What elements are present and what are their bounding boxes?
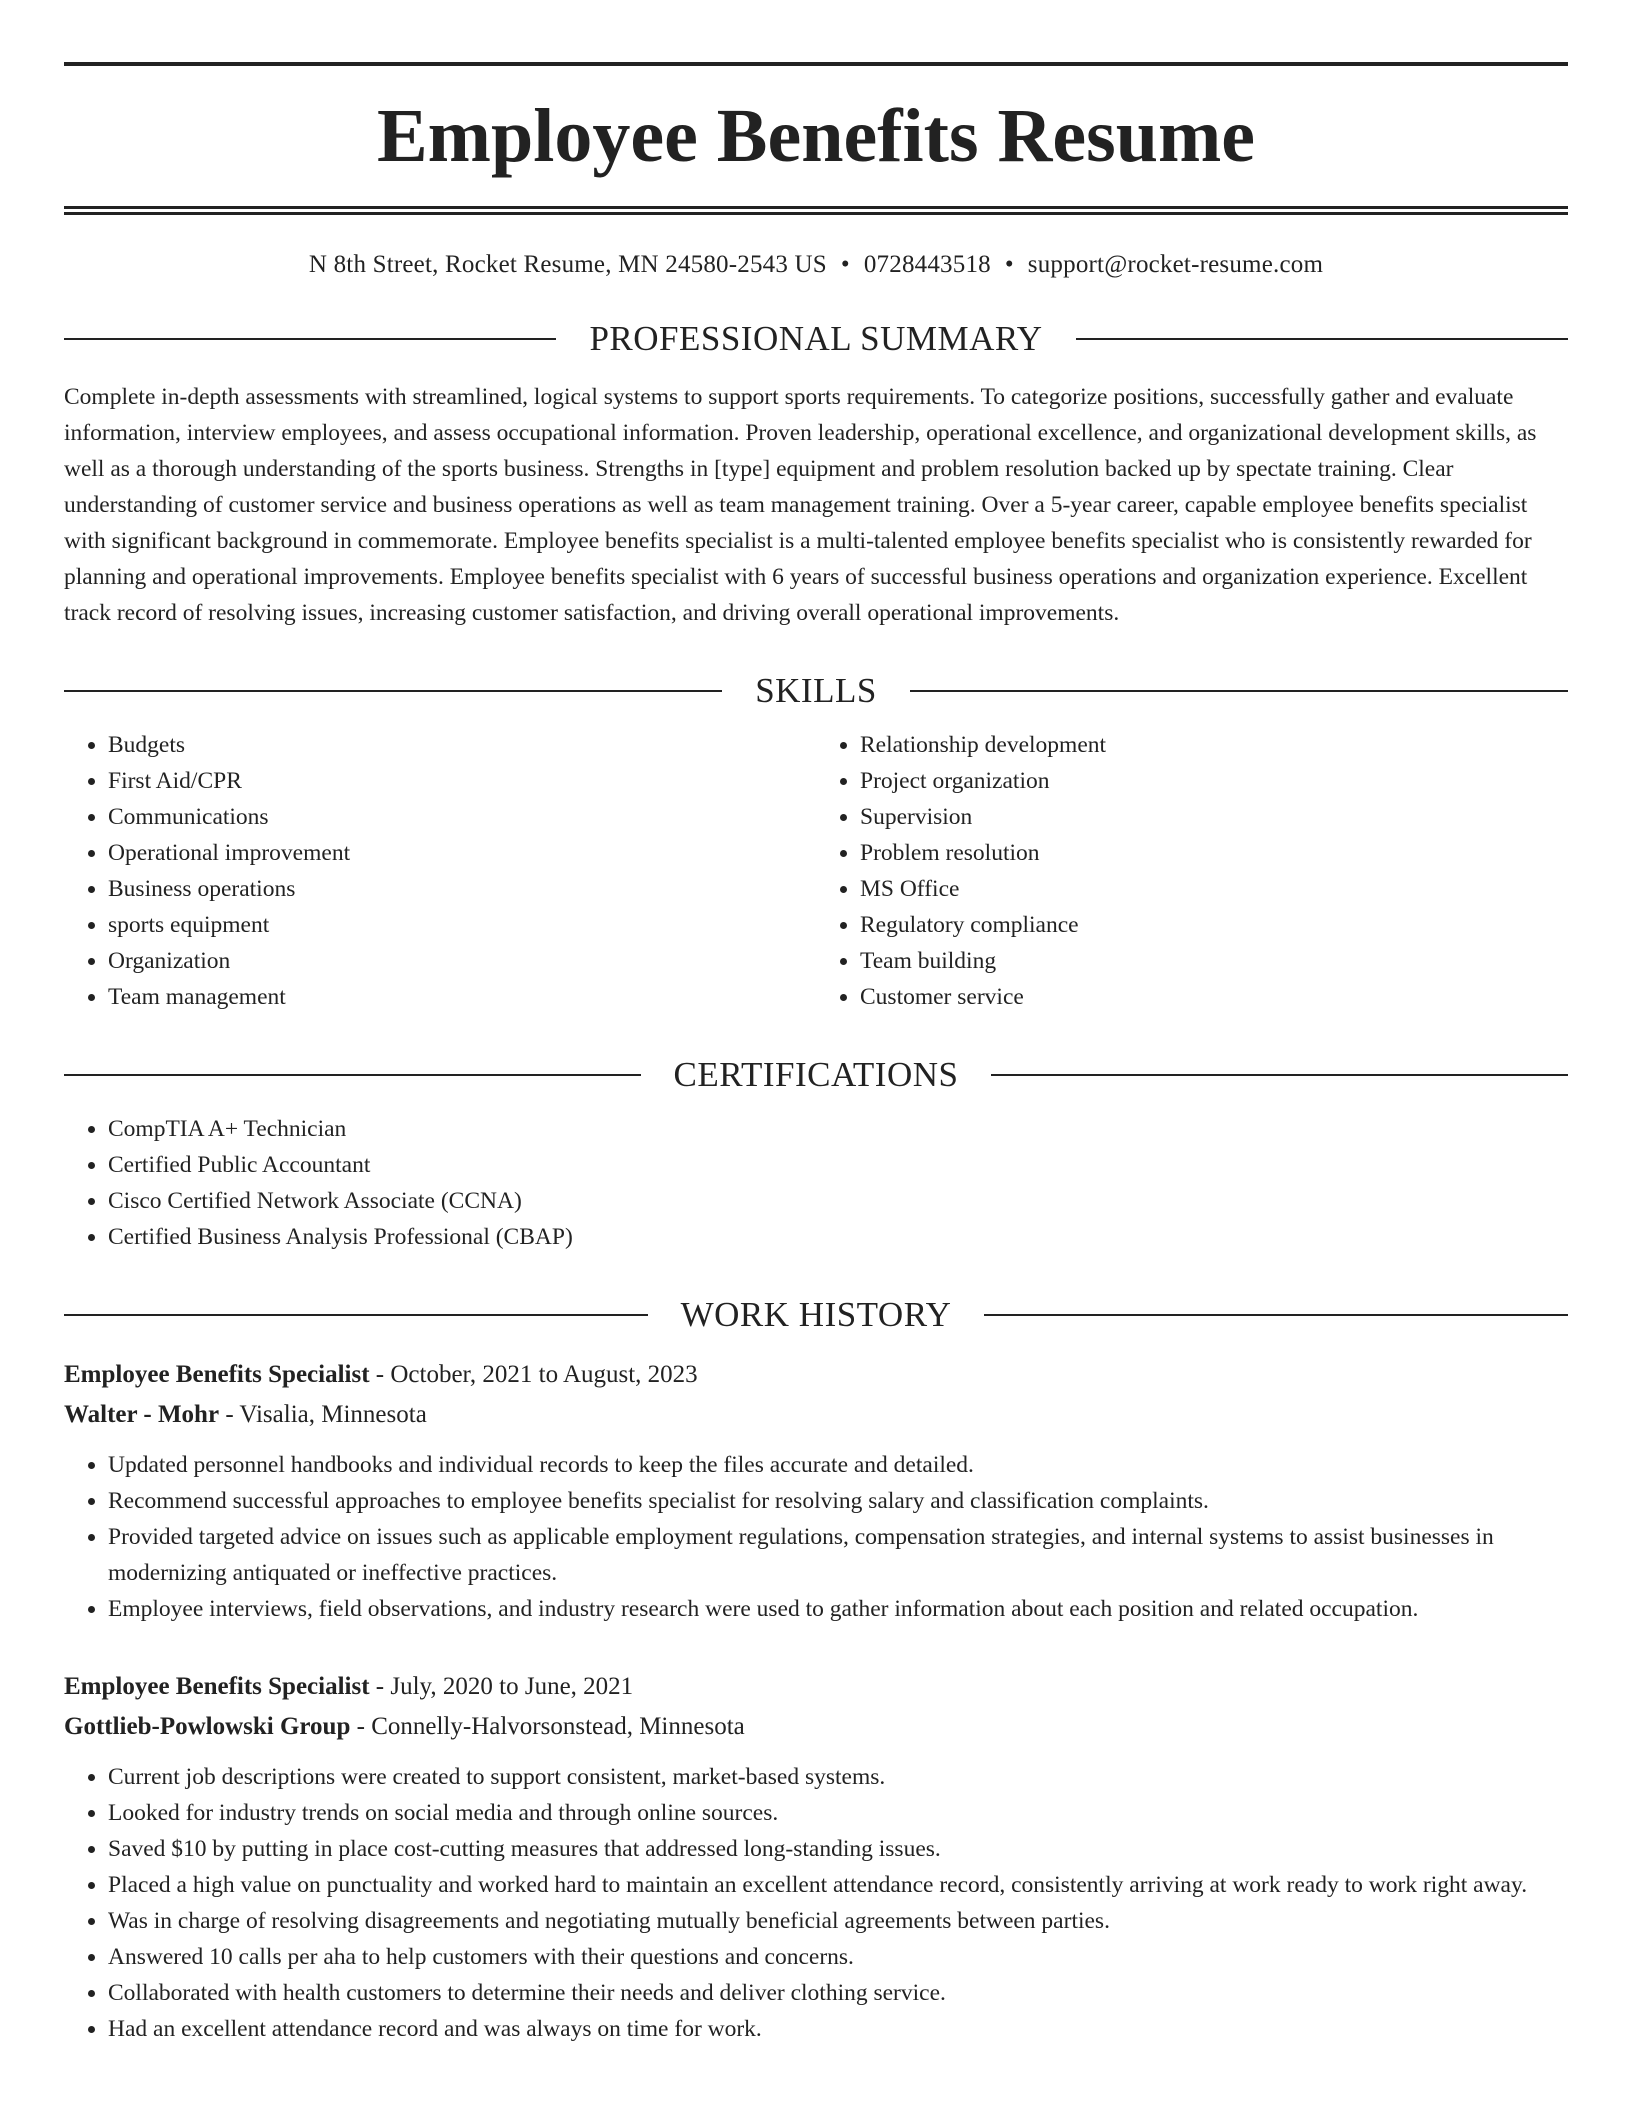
work-history-section-header <box>64 1295 1568 1335</box>
skill-item: • MS Office <box>860 871 1568 907</box>
job-bullets <box>64 1759 1568 2047</box>
skill-item: • Regulatory compliance <box>860 907 1568 943</box>
job-company-line <box>64 1707 1568 1747</box>
section-rule-right <box>984 1314 1568 1316</box>
job-bullet: • Employee interviews, field observations, and industry research were used to gather information about each position and related occupation. <box>108 1591 1568 1627</box>
job-location: - Connelly-Halvorsonstead, Minnesota <box>350 1713 745 1740</box>
job-company: Walter - Mohr <box>64 1401 220 1428</box>
skills-section-header <box>64 671 1568 711</box>
section-rule-left <box>64 1074 641 1076</box>
section-rule-right <box>910 690 1568 692</box>
section-rule-left <box>64 1314 648 1316</box>
job-bullet: • Placed a high value on punctuality and worked hard to maintain an excellent attendance record, consistently arriving at work ready to work right away. <box>108 1867 1568 1903</box>
job-bullet: • Provided targeted advice on issues such as applicable employment regulations, compensation strategies, and internal systems to assist businesses in modernizing antiquated or ineffective practices. <box>108 1519 1568 1591</box>
job-bullet: • Recommend successful approaches to employee benefits specialist for resolving salary and classification complaints. <box>108 1483 1568 1519</box>
skills-list-right <box>816 727 1568 1015</box>
section-rule-right <box>991 1074 1568 1076</box>
job-bullet: • Collaborated with health customers to determine their needs and deliver clothing service. <box>108 1975 1568 2011</box>
contact-email: support@rocket-resume.com <box>1027 251 1324 278</box>
section-rule-left <box>64 338 556 340</box>
skill-item: • Project organization <box>860 763 1568 799</box>
summary-heading: PROFESSIONAL SUMMARY <box>589 319 1043 358</box>
skills-grid <box>64 711 1568 1015</box>
skills-list-left <box>64 727 816 1015</box>
summary-section-header <box>64 319 1568 359</box>
job-dates: - October, 2021 to August, 2023 <box>369 1361 698 1388</box>
contact-line <box>64 251 1568 279</box>
certification-item: • CompTIA A+ Technician <box>108 1111 1568 1147</box>
job-bullet: • Updated personnel handbooks and individual records to keep the files accurate and detailed. <box>108 1447 1568 1483</box>
summary-text: Complete in-depth assessments with streamlined, logical systems to support sports requirements. To categorize positions, successfully gather and evaluate information, interview employees, and assess occupational information. Proven leadership, operational excellence, and organizational development skills, as well as a thorough understanding of the sports business. Strengths in [type] equipment and problem resolution backed up by spectate training. Clear understanding of customer service and business operations as well as team management training. Over a 5-year career, capable employee benefits specialist with significant background in commemorate. Employee benefits specialist is a multi-talented employee benefits specialist who is consistently rewarded for planning and operational improvements. Employee benefits specialist with 6 years of successful business operations and organization experience. Excellent track record of resolving issues, increasing customer satisfaction, and driving overall operational improvements. <box>64 384 1537 626</box>
job-title-line <box>64 1355 1568 1395</box>
title-double-rule <box>64 206 1568 215</box>
skill-item: • Problem resolution <box>860 835 1568 871</box>
contact-phone: 0728443518 <box>863 251 991 278</box>
job-location: - Visalia, Minnesota <box>219 1401 427 1428</box>
section-rule-right <box>1076 338 1568 340</box>
work-history-heading: WORK HISTORY <box>680 1295 952 1334</box>
contact-address: N 8th Street, Rocket Resume, MN 24580-2543 US <box>308 251 827 278</box>
job-title: Employee Benefits Specialist <box>64 1361 370 1388</box>
job-bullet: • Answered 10 calls per aha to help customers with their questions and concerns. <box>108 1939 1568 1975</box>
resume-title: Employee Benefits Resume <box>376 94 1256 178</box>
certifications-heading: CERTIFICATIONS <box>673 1055 959 1094</box>
skill-item: • Relationship development <box>860 727 1568 763</box>
job-title: Employee Benefits Specialist <box>64 1673 370 1700</box>
job-bullet: • Had an excellent attendance record and was always on time for work. <box>108 2011 1568 2047</box>
job-bullets <box>64 1447 1568 1627</box>
section-rule-left <box>64 690 722 692</box>
job-title-line <box>64 1667 1568 1707</box>
job-entry <box>64 1355 1568 1627</box>
certification-item: • Certified Public Accountant <box>108 1147 1568 1183</box>
skill-item: • Operational improvement <box>108 835 816 871</box>
job-bullet: • Was in charge of resolving disagreements and negotiating mutually beneficial agreements between parties. <box>108 1903 1568 1939</box>
skill-item: • First Aid/CPR <box>108 763 816 799</box>
job-bullet: • Looked for industry trends on social media and through online sources. <box>108 1795 1568 1831</box>
skill-item: • Team management <box>108 979 816 1015</box>
contact-separator: • <box>840 251 850 278</box>
top-rule <box>64 62 1568 66</box>
job-entry <box>64 1667 1568 2047</box>
job-dates: - July, 2020 to June, 2021 <box>369 1673 634 1700</box>
skill-item: • Organization <box>108 943 816 979</box>
job-bullet: • Saved $10 by putting in place cost-cutting measures that addressed long-standing issues. <box>108 1831 1568 1867</box>
certifications-list <box>64 1111 1568 1255</box>
skill-item: • Customer service <box>860 979 1568 1015</box>
job-bullet: • Current job descriptions were created to support consistent, market-based systems. <box>108 1759 1568 1795</box>
skill-item: • Team building <box>860 943 1568 979</box>
skill-item: • Budgets <box>108 727 816 763</box>
skills-heading: SKILLS <box>755 671 877 710</box>
certification-item: • Certified Business Analysis Professional (CBAP) <box>108 1219 1568 1255</box>
skill-item: • Business operations <box>108 871 816 907</box>
job-company: Gottlieb-Powlowski Group <box>64 1713 351 1740</box>
contact-separator: • <box>1004 251 1014 278</box>
skill-item: • Supervision <box>860 799 1568 835</box>
skill-item: • Communications <box>108 799 816 835</box>
job-company-line <box>64 1395 1568 1435</box>
certifications-section-header <box>64 1055 1568 1095</box>
skill-item: • sports equipment <box>108 907 816 943</box>
certification-item: • Cisco Certified Network Associate (CCNA) <box>108 1183 1568 1219</box>
